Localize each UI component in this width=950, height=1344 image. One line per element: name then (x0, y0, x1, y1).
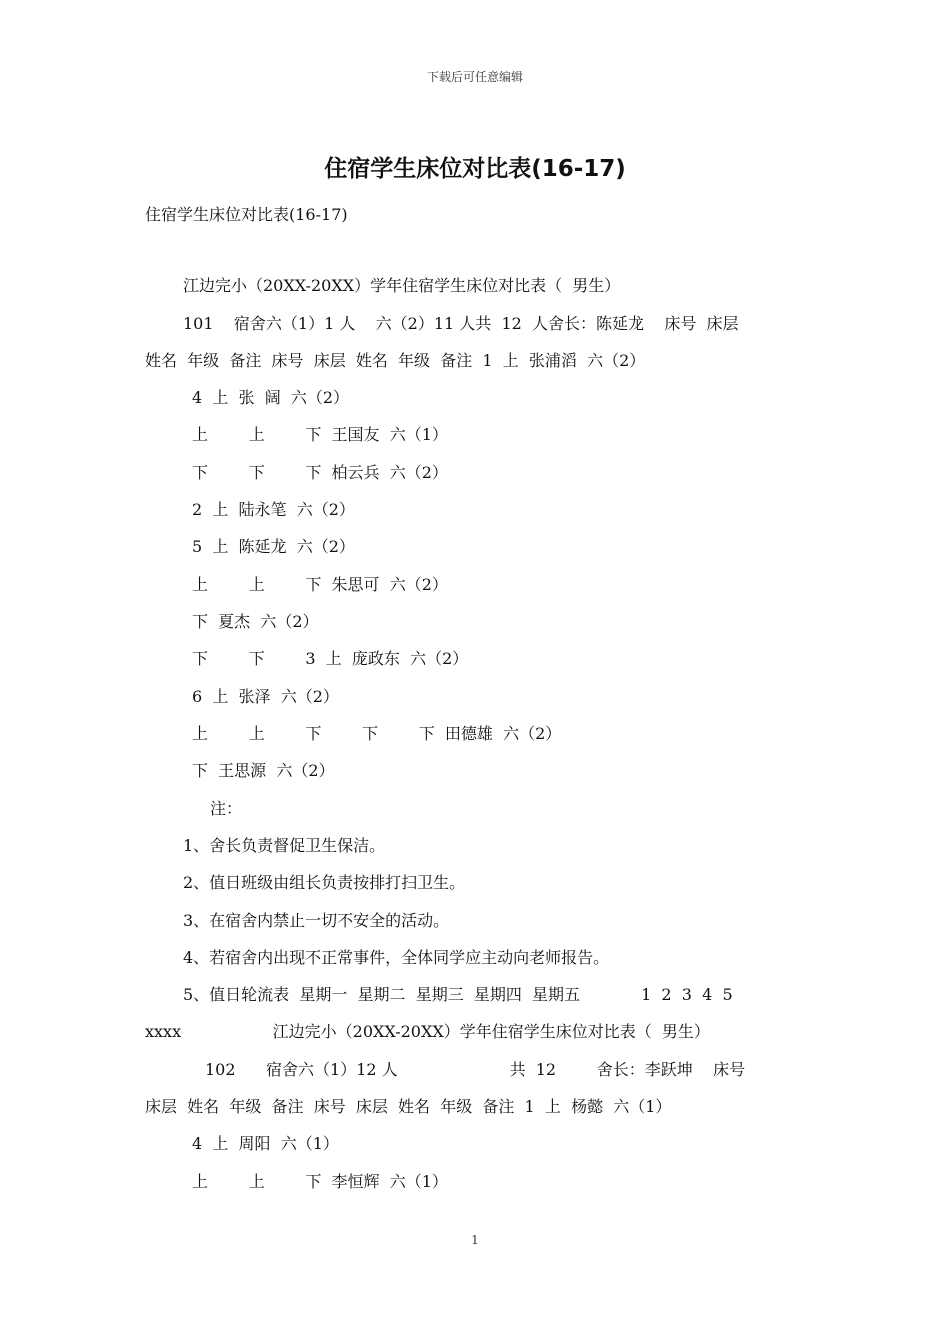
text-line: 101 宿舍六（1）1 人 六（2）11 人共 12 人舍长：陈延龙 床号 床层 (183, 314, 739, 333)
text-line: 4 上 张 阔 六（2） (192, 388, 350, 407)
text-line: 上 上 下 李恒辉 六（1） (192, 1172, 448, 1191)
text-line: 下 王思源 六（2） (192, 761, 335, 780)
text-line: xxxx 江边完小（20XX-20XX）学年住宿学生床位对比表（ 男生） (145, 1022, 710, 1041)
page-header-note: 下载后可任意编辑 (426, 70, 523, 84)
text-line: 上 上 下 下 下 田德雄 六（2） (192, 724, 562, 743)
text-line: 下 下 下 柏云兵 六（2） (192, 463, 448, 482)
text-line: 2 上 陆永笔 六（2） (192, 500, 355, 519)
notes-heading: 注： (210, 799, 243, 818)
text-line: 下 下 3 上 庞政东 六（2） (192, 649, 469, 668)
page-number: 1 (471, 1233, 479, 1247)
note-item: 1、舍长负责督促卫生保洁。 (183, 836, 386, 855)
document-title: 住宿学生床位对比表(16-17) (324, 156, 626, 182)
document-subtitle: 住宿学生床位对比表(16-17) (145, 205, 348, 224)
text-line: 102 宿舍六（1）12 人 共 12 舍长：李跃坤 床号 (205, 1060, 746, 1079)
text-line: 江边完小（20XX-20XX）学年住宿学生床位对比表（ 男生） (183, 276, 621, 295)
note-item: 2、值日班级由组长负责按排打扫卫生。 (183, 873, 466, 892)
note-item: 4、若宿舍内出现不正常事件，全体同学应主动向老师报告。 (183, 948, 610, 967)
text-line: 4 上 周阳 六（1） (192, 1134, 339, 1153)
text-line: 姓名 年级 备注 床号 床层 姓名 年级 备注 1 上 张浦滔 六（2） (145, 351, 646, 370)
note-item: 3、在宿舍内禁止一切不安全的活动。 (183, 911, 450, 930)
text-line: 下 夏杰 六（2） (192, 612, 319, 631)
text-line: 6 上 张泽 六（2） (192, 687, 339, 706)
text-line: 床层 姓名 年级 备注 床号 床层 姓名 年级 备注 1 上 杨懿 六（1） (145, 1097, 672, 1116)
text-line: 上 上 下 王国友 六（1） (192, 425, 448, 444)
note-item: 5、值日轮流表 星期一 星期二 星期三 星期四 星期五 1 2 3 4 5 (183, 985, 733, 1004)
text-line: 5 上 陈延龙 六（2） (192, 537, 355, 556)
text-line: 上 上 下 朱思可 六（2） (192, 575, 448, 594)
